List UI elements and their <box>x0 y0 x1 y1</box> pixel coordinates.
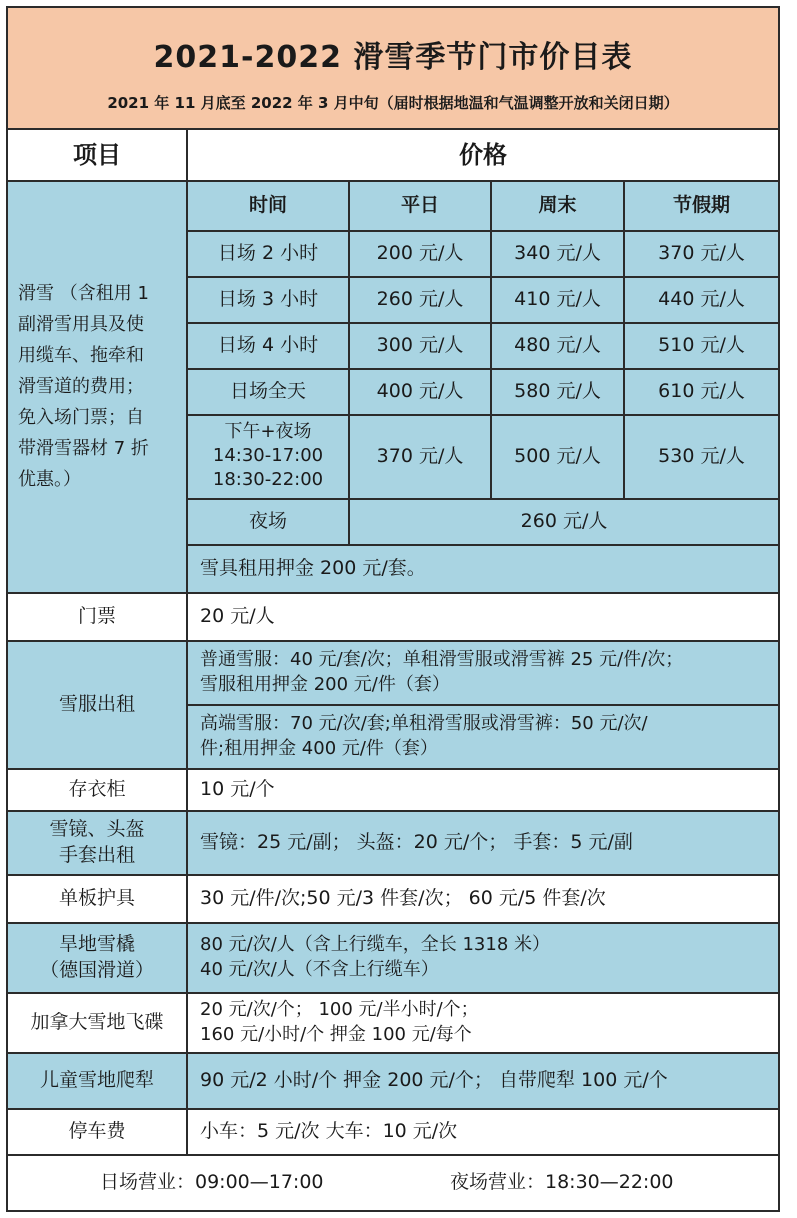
row-divider <box>188 544 778 546</box>
ski-evening-time-line: 下午+夜场 <box>224 421 312 442</box>
column-divider <box>186 130 188 1154</box>
snowboard-label: 单板护具 <box>8 874 186 922</box>
opening-hours <box>8 1154 778 1210</box>
ski-label-line: 副滑雪用具及使 <box>18 313 144 335</box>
ski-row-time: 日场 3 小时 <box>188 276 348 322</box>
ski-label-line: 用缆车、拖牵和 <box>18 344 144 366</box>
ticket-label: 门票 <box>8 592 186 640</box>
ski-deposit: 雪具租用押金 200 元/套。 <box>188 544 778 592</box>
column-divider <box>623 180 625 498</box>
ski-evening-holiday: 530 元/人 <box>625 414 778 498</box>
page-title: 2021-2022 滑雪季节门市价目表 <box>153 40 633 75</box>
row-divider <box>8 1154 778 1156</box>
ski-row-holiday: 510 元/人 <box>625 322 778 368</box>
sled-label <box>8 922 186 992</box>
ski-row-weekend: 410 元/人 <box>492 276 623 322</box>
suit-label: 雪服出租 <box>8 640 186 768</box>
suit-normal <box>188 640 778 704</box>
kids-sled-value: 90 元/2 小时/个 押金 200 元/个； 自带爬犁 100 元/个 <box>188 1052 778 1108</box>
row-divider <box>8 992 778 994</box>
ski-header-time: 时间 <box>188 180 348 230</box>
row-divider <box>188 498 778 500</box>
ski-row-holiday: 610 元/人 <box>625 368 778 414</box>
snowboard-value: 30 元/件/次;50 元/3 件套/次； 60 元/5 件套/次 <box>188 874 778 922</box>
row-divider <box>188 704 778 706</box>
ski-header-holiday: 节假期 <box>625 180 778 230</box>
goggles-label-line: 手套出租 <box>58 844 135 866</box>
row-divider <box>8 874 778 876</box>
row-divider <box>8 1108 778 1110</box>
suit-premium-line: 件;租用押金 400 元/件（套） <box>200 738 438 759</box>
ski-header-weekend: 周末 <box>492 180 623 230</box>
ski-row-weekday: 400 元/人 <box>350 368 490 414</box>
row-divider <box>8 1052 778 1054</box>
night-hours: 夜场营业：18:30—22:00 <box>450 1171 674 1193</box>
ski-label-line: 免入场门票；自 <box>18 406 144 428</box>
ski-row-weekend: 580 元/人 <box>492 368 623 414</box>
row-divider <box>188 230 778 232</box>
sled-label-line: 旱地雪橇 <box>58 933 135 955</box>
row-divider <box>8 768 778 770</box>
ski-evening-time-line: 14:30-17:00 <box>212 445 324 466</box>
ski-row-weekend: 340 元/人 <box>492 230 623 276</box>
kids-sled-label: 儿童雪地爬犁 <box>8 1052 186 1108</box>
row-divider <box>188 368 778 370</box>
ski-label-line: 滑雪道的费用； <box>18 375 144 397</box>
ski-night-time: 夜场 <box>188 498 348 544</box>
saucer-value-line: 20 元/次/个； 100 元/半小时/个； <box>200 999 479 1020</box>
sled-label-line: （德国滑道） <box>39 959 154 981</box>
ski-label-line: 滑雪 （含租用 1 <box>18 282 149 304</box>
sled-value <box>188 922 778 992</box>
row-divider <box>8 922 778 924</box>
row-divider <box>8 592 778 594</box>
ski-row-time: 日场 2 小时 <box>188 230 348 276</box>
column-divider <box>490 180 492 498</box>
sled-value-line: 80 元/次/人（含上行缆车，全长 1318 米） <box>200 934 551 955</box>
column-header-item: 项目 <box>8 130 186 180</box>
goggles-label-line: 雪镜、头盔 <box>49 818 145 840</box>
locker-value: 10 元/个 <box>188 768 778 810</box>
ski-row-holiday: 370 元/人 <box>625 230 778 276</box>
ski-evening-time <box>188 414 348 498</box>
ticket-value: 20 元/人 <box>188 592 778 640</box>
table-header <box>8 8 778 130</box>
ski-row-weekend: 480 元/人 <box>492 322 623 368</box>
ski-row-time: 日场 4 小时 <box>188 322 348 368</box>
day-hours: 日场营业：09:00—17:00 <box>100 1171 324 1193</box>
ski-row-weekday: 200 元/人 <box>350 230 490 276</box>
column-divider <box>348 180 350 544</box>
saucer-value <box>188 992 778 1052</box>
season-note: 2021 年 11 月底至 2022 年 3 月中旬（届时根据地温和气温调整开放和关闭日期） <box>107 94 679 112</box>
ski-evening-weekend: 500 元/人 <box>492 414 623 498</box>
row-divider <box>8 810 778 812</box>
ski-evening-weekday: 370 元/人 <box>350 414 490 498</box>
ski-row-holiday: 440 元/人 <box>625 276 778 322</box>
parking-value: 小车：5 元/次 大车：10 元/次 <box>188 1108 778 1154</box>
suit-premium <box>188 704 778 768</box>
sled-value-line: 40 元/次/人（不含上行缆车） <box>200 959 439 980</box>
ski-row-weekday: 300 元/人 <box>350 322 490 368</box>
row-divider <box>8 180 778 182</box>
goggles-value: 雪镜：25 元/副； 头盔：20 元/个； 手套：5 元/副 <box>188 810 778 874</box>
goggles-label <box>8 810 186 874</box>
row-divider <box>188 322 778 324</box>
ski-label <box>8 180 186 592</box>
ski-row-weekday: 260 元/人 <box>350 276 490 322</box>
ski-evening-time-line: 18:30-22:00 <box>212 469 324 490</box>
ski-night-price: 260 元/人 <box>350 498 778 544</box>
saucer-value-line: 160 元/小时/个 押金 100 元/每个 <box>200 1024 472 1045</box>
suit-premium-line: 高端雪服：70 元/次/套;单租滑雪服或滑雪裤：50 元/次/ <box>200 713 648 734</box>
suit-normal-line: 普通雪服：40 元/套/次；单租滑雪服或滑雪裤 25 元/件/次； <box>200 649 684 670</box>
ski-label-line: 带滑雪器材 7 折 <box>18 437 149 459</box>
row-divider <box>8 640 778 642</box>
saucer-label: 加拿大雪地飞碟 <box>8 992 186 1052</box>
price-table <box>6 6 780 1212</box>
ski-header-weekday: 平日 <box>350 180 490 230</box>
column-header-price: 价格 <box>188 130 778 180</box>
row-divider <box>188 414 778 416</box>
parking-label: 停车费 <box>8 1108 186 1154</box>
ski-label-line: 优惠。） <box>18 468 81 490</box>
suit-normal-line: 雪服租用押金 200 元/件（套） <box>200 674 450 695</box>
row-divider <box>188 276 778 278</box>
ski-row-time: 日场全天 <box>188 368 348 414</box>
locker-label: 存衣柜 <box>8 768 186 810</box>
